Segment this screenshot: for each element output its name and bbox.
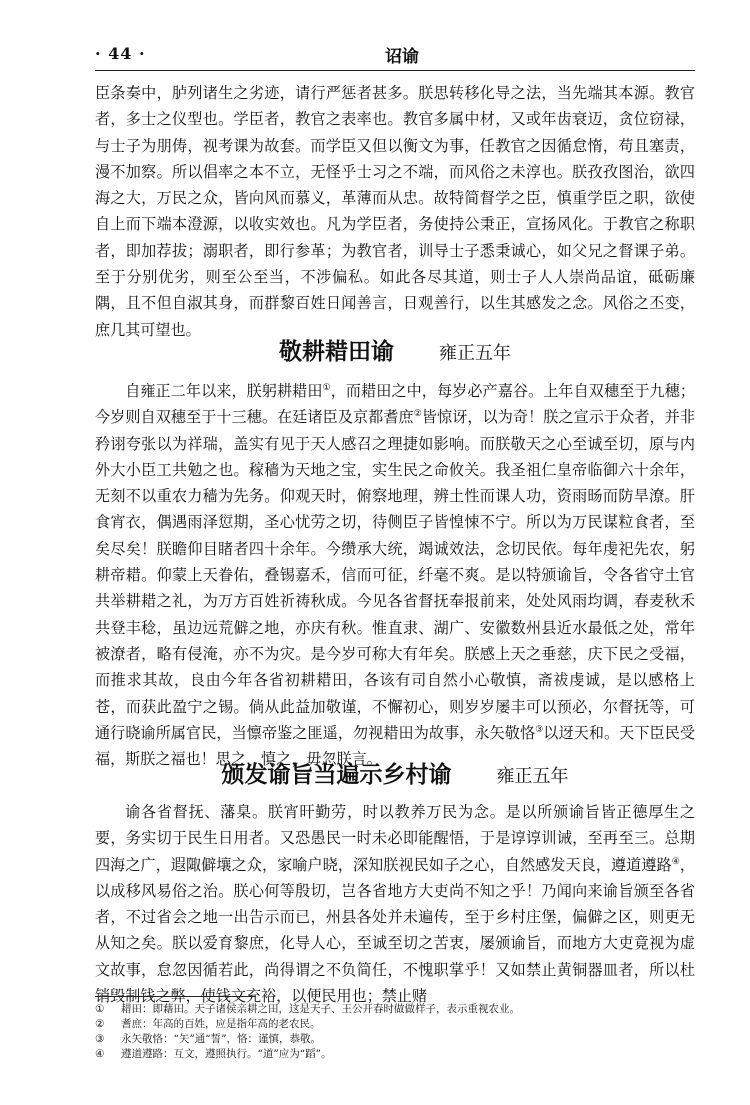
footnote-ref-2[interactable]: ② bbox=[413, 409, 422, 420]
footnote-ref-4[interactable]: ④ bbox=[671, 856, 680, 867]
section-reign-1: 雍正五年 bbox=[439, 343, 512, 364]
footnote-mark: ② bbox=[95, 1018, 105, 1030]
footnote-ref-3[interactable]: ③ bbox=[535, 724, 544, 735]
section-body-2 bbox=[95, 799, 695, 1009]
footnotes bbox=[95, 1002, 695, 1062]
section-paragraph-2 bbox=[95, 799, 695, 1009]
section-title-2: 颁发谕旨当遍示乡村谕 bbox=[221, 762, 452, 788]
section-body-1 bbox=[95, 378, 695, 772]
footnote-text: 耤田：即藉田。天子诸侯亲耕之田，这是天子、王公开春时做做样子，表示重视农业。 bbox=[121, 1003, 520, 1015]
section-title-1: 敬耕耤田谕 bbox=[278, 339, 394, 365]
para-segment: 以迓天和。天下臣民受福，斯朕之福也！思之，慎之，毋忽朕言。 bbox=[95, 723, 695, 769]
footnote-mark: ① bbox=[95, 1003, 105, 1015]
continuation-text: 臣条奏中，胪列诸生之劣迹，请行严惩者甚多。朕思转移化导之法，当先端其本源。教官者，多士之仪型也。学臣者，教官之表率也。教官多属中材，又或年齿衰迈，贪位窃禄，与士子为朋俦，视考课为故套。而学臣又但以衡文为事，任教官之因循怠惰，苟且塞责，漫不加察。所以倡率之本不立，无怪乎士习之不端，而风俗之未淳也。朕孜孜图治，欲四海之大，万民之众，皆向风而慕义，革薄而从忠。故特简督学之臣，慎重学臣之职，欲使自上而下端本澄源，以收实效也。凡为学臣者，务使持公秉正，宣扬风化。于教官之称职者，即加荐拔；溺职者，即行参革；为教官者，训导士子悉秉诚心，如父兄之督课子弟。至于分别优劣，则至公至当，不涉偏私。如此各尽其道，则士子人人崇尚品谊，砥砺廉隅，且不但自淑其身，而群黎百姓日闻善言，日观善行，以生其感发之念。风俗之丕变，庶几其可望也。 bbox=[95, 84, 695, 339]
footnote-item bbox=[95, 1002, 695, 1017]
para-segment: 皆惊讶，以为奇！朕之宣示于众者，并非矜诩夸张以为祥瑞，盖实有见于天人感召之理捷如影响。而朕敬天之心至诚至切，原与内外大小臣工共勉之也。稼穑为天地之宝，实生民之命攸关。我圣祖仁皇帝临御六十余年，无刻不以重农力穑为先务。仰观天时，俯察地理，辨土性而课人功，资雨旸而防旱潦。肝食宵衣，偶遇雨泽愆期，圣心忧劳之切，待侧臣子皆惶悚不宁。所以为万民谋粒食者，至矣尽矣！朕瞻仰目睹者四十余年。今缵承大统，竭诚效法，念切民依。每年虔祀先农，躬耕帝耤。仰蒙上天眷佑，叠锡嘉禾，信而可征，纤毫不爽。是以特颁谕旨，令各省守土官共举耕耤之礼，为万方百姓祈祷秋成。今见各省督抚奉报前来，处处风雨均调，春麦秋禾共登丰稔，虽边远荒僻之地，亦庆有秋。惟直隶、湖广、安徽数州县近水最低之处，常年被潦者，略有侵淹，亦不为灾。是今岁可称大有年矣。朕感上天之垂慈，庆下民之受福，而推求其故，良由今年各省初耕耤田，各该有司自然小心敬慎，斋祓虔诚，是以感格上苍，而获此盈宁之锡。倘从此益加敬谨，不懈初心，则岁岁屡丰可以预必，尔督抚等，可通行晓谕所属官民，当懔帝鉴之匪遥，勿视耤田为故事，永矢敬恪 bbox=[95, 408, 695, 742]
footnote-text: 耆庶：年高的百姓，应是指年高的老农民。 bbox=[121, 1018, 321, 1030]
page-header bbox=[95, 42, 695, 68]
header-divider bbox=[95, 70, 695, 71]
footnote-item bbox=[95, 1032, 695, 1047]
para-segment: ，而耤田之中，每岁必产嘉谷。上年自双穗至于九穗；今岁则自双穗至于十三穗。在廷诸臣及京都耆庶 bbox=[95, 382, 695, 427]
continuation-paragraph bbox=[95, 80, 695, 343]
para-segment: 谕各省督抚、藩臬。朕宵旰勤劳，时以教养万民为念。是以所颁谕旨皆正德厚生之要，务实切于民生日用者。又恐愚民一时未必即能醒悟，于是谆谆训诫，至再至三。总期四海之广，遐陬僻壤之众，家喻户晓，深知朕视民如子之心，自然感发天良，遵道遵路 bbox=[95, 803, 695, 874]
footnote-item bbox=[95, 1047, 695, 1062]
para-segment: 自雍正二年以来，朕躬耕耤田 bbox=[125, 382, 323, 400]
page-number: · 44 · bbox=[95, 44, 146, 63]
section-heading-2 bbox=[95, 756, 695, 789]
footnote-item bbox=[95, 1017, 695, 1032]
footnote-ref-1[interactable]: ① bbox=[322, 382, 331, 393]
footnote-text: 永矢敬恪：“矢”通“誓”，恪：谨慎，恭敬。 bbox=[121, 1033, 321, 1045]
footnote-text: 遵道遵路：互文，遵照执行。“道”应为“蹈”。 bbox=[121, 1048, 332, 1060]
running-title: 诏谕 bbox=[385, 47, 419, 67]
section-paragraph-1 bbox=[95, 378, 695, 772]
section-heading-1 bbox=[95, 333, 695, 366]
footnote-divider bbox=[95, 996, 255, 997]
footnote-mark: ③ bbox=[95, 1033, 105, 1045]
footnote-mark: ④ bbox=[95, 1048, 105, 1060]
para-segment: ，以成移风易俗之治。朕心何等殷切，岂各省地方大吏尚不知之乎！乃闻向来谕旨颁至各省者，不过省会之地一出告示而已，州县各处并未遍传，至于乡村庄堡，偏僻之区，则更无从知之矣。朕以爱育黎庶，化导人心，至诚至切之苦衷，屡颁谕旨，而地方大吏竟视为虚文故事，怠忽因循若此，尚得谓之不负简任，不愧职掌乎！又如禁止黄铜器皿者，所以杜销毁制钱之弊，使钱文充裕，以便民用也；禁止赌 bbox=[95, 855, 695, 1006]
section-reign-2: 雍正五年 bbox=[496, 766, 569, 787]
